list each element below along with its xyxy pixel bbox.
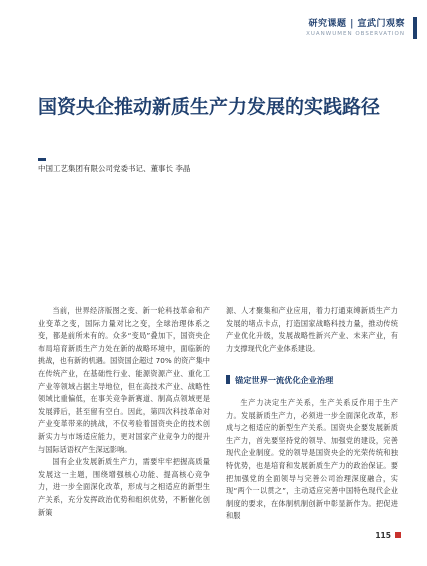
section-marker-icon: [226, 375, 230, 384]
section-heading: [226, 375, 333, 386]
header-accent-bar: [413, 17, 417, 39]
journal-header: [306, 16, 405, 37]
header-section-label: 研究课题 | 宣武门观察: [308, 19, 405, 29]
paragraph: 国有企业发展新质生产力，需要牢牢把握高质量发展这一主题，围绕增强核心功能、提高核心竞争力，进一步全面深化改革，形成与之相适应的新型生产关系，充分发挥政治优势和组织优势，不断催化创新策: [38, 457, 210, 517]
title-underline-mark: [38, 158, 46, 161]
right-column-bottom: [226, 397, 398, 523]
article-title: 国资央企推动新质生产力发展的实践路径: [38, 96, 381, 118]
paragraph: 源、人才聚集和产业应用，着力打通束缚新质生产力发展的堵点卡点，打造国家战略科技力量，推动传统产业优化升级，发展战略性新兴产业、未来产业，有力支撑现代化产业体系建设。: [226, 306, 398, 353]
left-column: [38, 305, 210, 519]
right-column-top: [226, 305, 398, 355]
section-heading-text: 锚定世界一流优化企业治理: [235, 375, 334, 385]
paragraph: 生产力决定生产关系，生产关系反作用于生产力。发展新质生产力，必须进一步全面深化改革，形成与之相适应的新型生产关系。国资央企要发展新质生产力，首先要坚持党的领导、加强党的建设，完善现代企业制度。党的领导是国资央企的光荣传统和独特优势，也是培育和发展新质生产力的政治保证。要把加强党的全面领导与完善公司治理深度融合，实现“两个一以贯之”，主动适应完善中国特色现代企业制度的要求，在体制机制创新中彰显新作为。把促进和服: [226, 398, 398, 521]
page-number-square-icon: [395, 532, 401, 538]
article-author: 中国工艺集团有限公司党委书记、董事长 李晶: [38, 164, 191, 173]
paragraph: 当前，世界经济版图之变、新一轮科技革命和产业变革之变，国际力量对比之变，全球治理体系之变，都是前所未有的。众多“变局”叠加下，国资央企布局培育新质生产力处在新的战略环境中，面临新的挑战，也有新的机遇。国资国企超过 70% 的资产集中在传统产业，在基础性行业、能源资源产业、重化工产业等领域占据主导地位，但在高技术产业、战略性领域比重偏低，在事关竞争新赛道、制高点领域更是发展滞后，甚至留有空白。因此，第四次科技革命对产业变革带来的挑战，不仅考验着国资央企的技术创新实力与市场适应能力，更对国家产业竞争力的提升与国际话语权产生深远影响。: [38, 306, 210, 454]
header-subtitle: XUANWUMEN OBSERVATION: [306, 31, 405, 37]
page-number: 115: [375, 531, 391, 540]
